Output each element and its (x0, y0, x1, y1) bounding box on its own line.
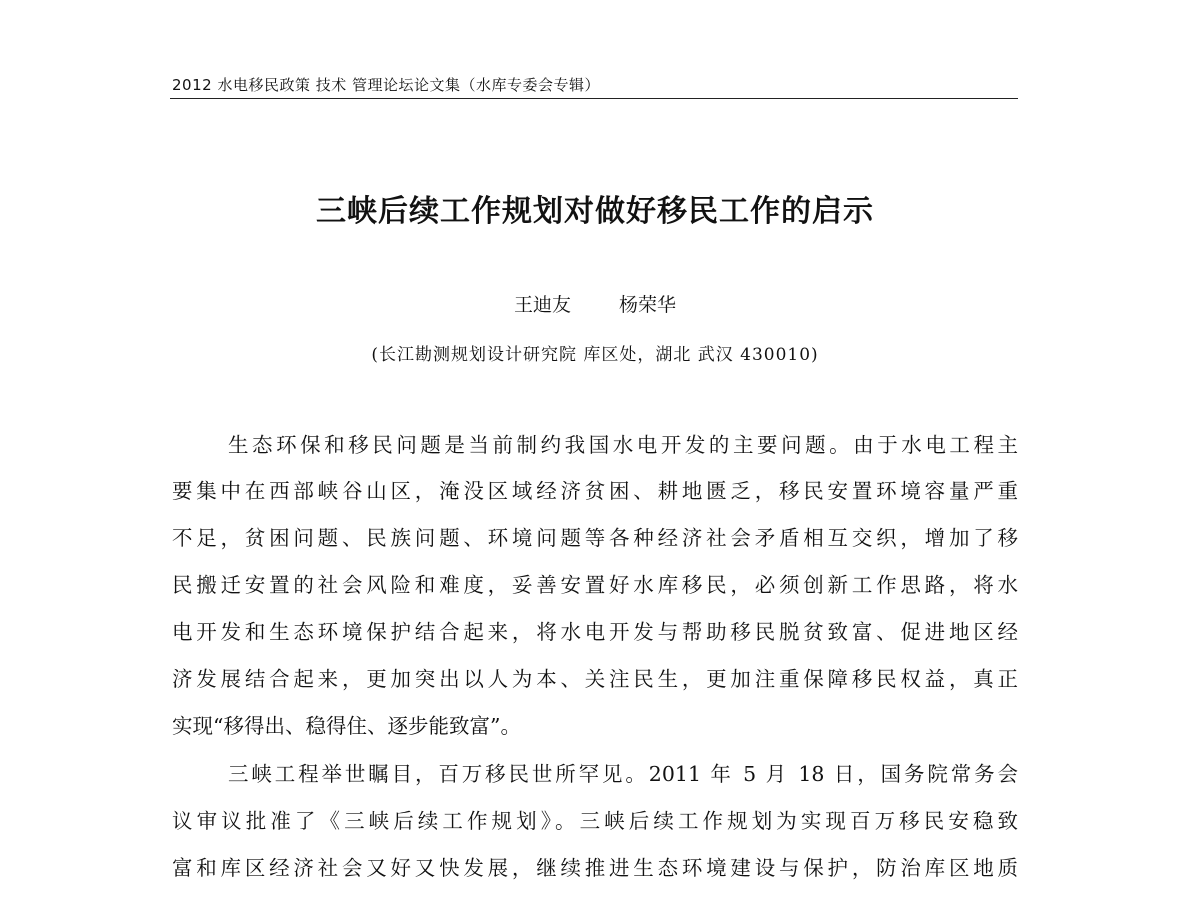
header-divider (170, 98, 1018, 99)
paragraph-line: 电开发和生态环境保护结合起来，将水电开发与帮助移民脱贫致富、促进地区经 (172, 620, 1018, 644)
author-affiliation: (长江勘测规划设计研究院 库区处，湖北 武汉 430010) (371, 345, 819, 365)
paragraph-line: 不足，贫困问题、民族问题、环境问题等各种经济社会矛盾相互交织，增加了移 (172, 526, 1018, 550)
paragraph-line: 实现“移得出、稳得住、逐步能致富”。 (172, 714, 521, 738)
article-title: 三峡后续工作规划对做好移民工作的启示 (316, 194, 874, 229)
paragraph-line: 济发展结合起来，更加突出以人为本、关注民生，更加注重保障移民权益，真正 (172, 667, 1018, 691)
paragraph-line: 议审议批准了《三峡后续工作规划》。三峡后续工作规划为实现百万移民安稳致 (172, 809, 1018, 833)
author-name: 王迪友 (513, 294, 571, 316)
author-list (0, 290, 1190, 317)
paragraph-line: 富和库区经济社会又好又快发展，继续推进生态环境建设与保护，防治库区地质 (172, 856, 1018, 880)
running-header: 2012 水电移民政策 技术 管理论坛论文集（水库专委会专辑） (172, 76, 600, 94)
paragraph-line: 民搬迁安置的社会风险和难度，妥善安置好水库移民，必须创新工作思路，将水 (172, 573, 1018, 597)
paragraph-line: 三峡工程举世瞩目，百万移民世所罕见。2011 年 5 月 18 日，国务院常务会 (228, 762, 1018, 786)
paragraph-line: 要集中在西部峡谷山区，淹没区域经济贫困、耕地匮乏，移民安置环境容量严重 (172, 479, 1018, 503)
paragraph-line: 生态环保和移民问题是当前制约我国水电开发的主要问题。由于水电工程主 (228, 433, 1018, 457)
author-name: 杨荣华 (619, 294, 677, 316)
